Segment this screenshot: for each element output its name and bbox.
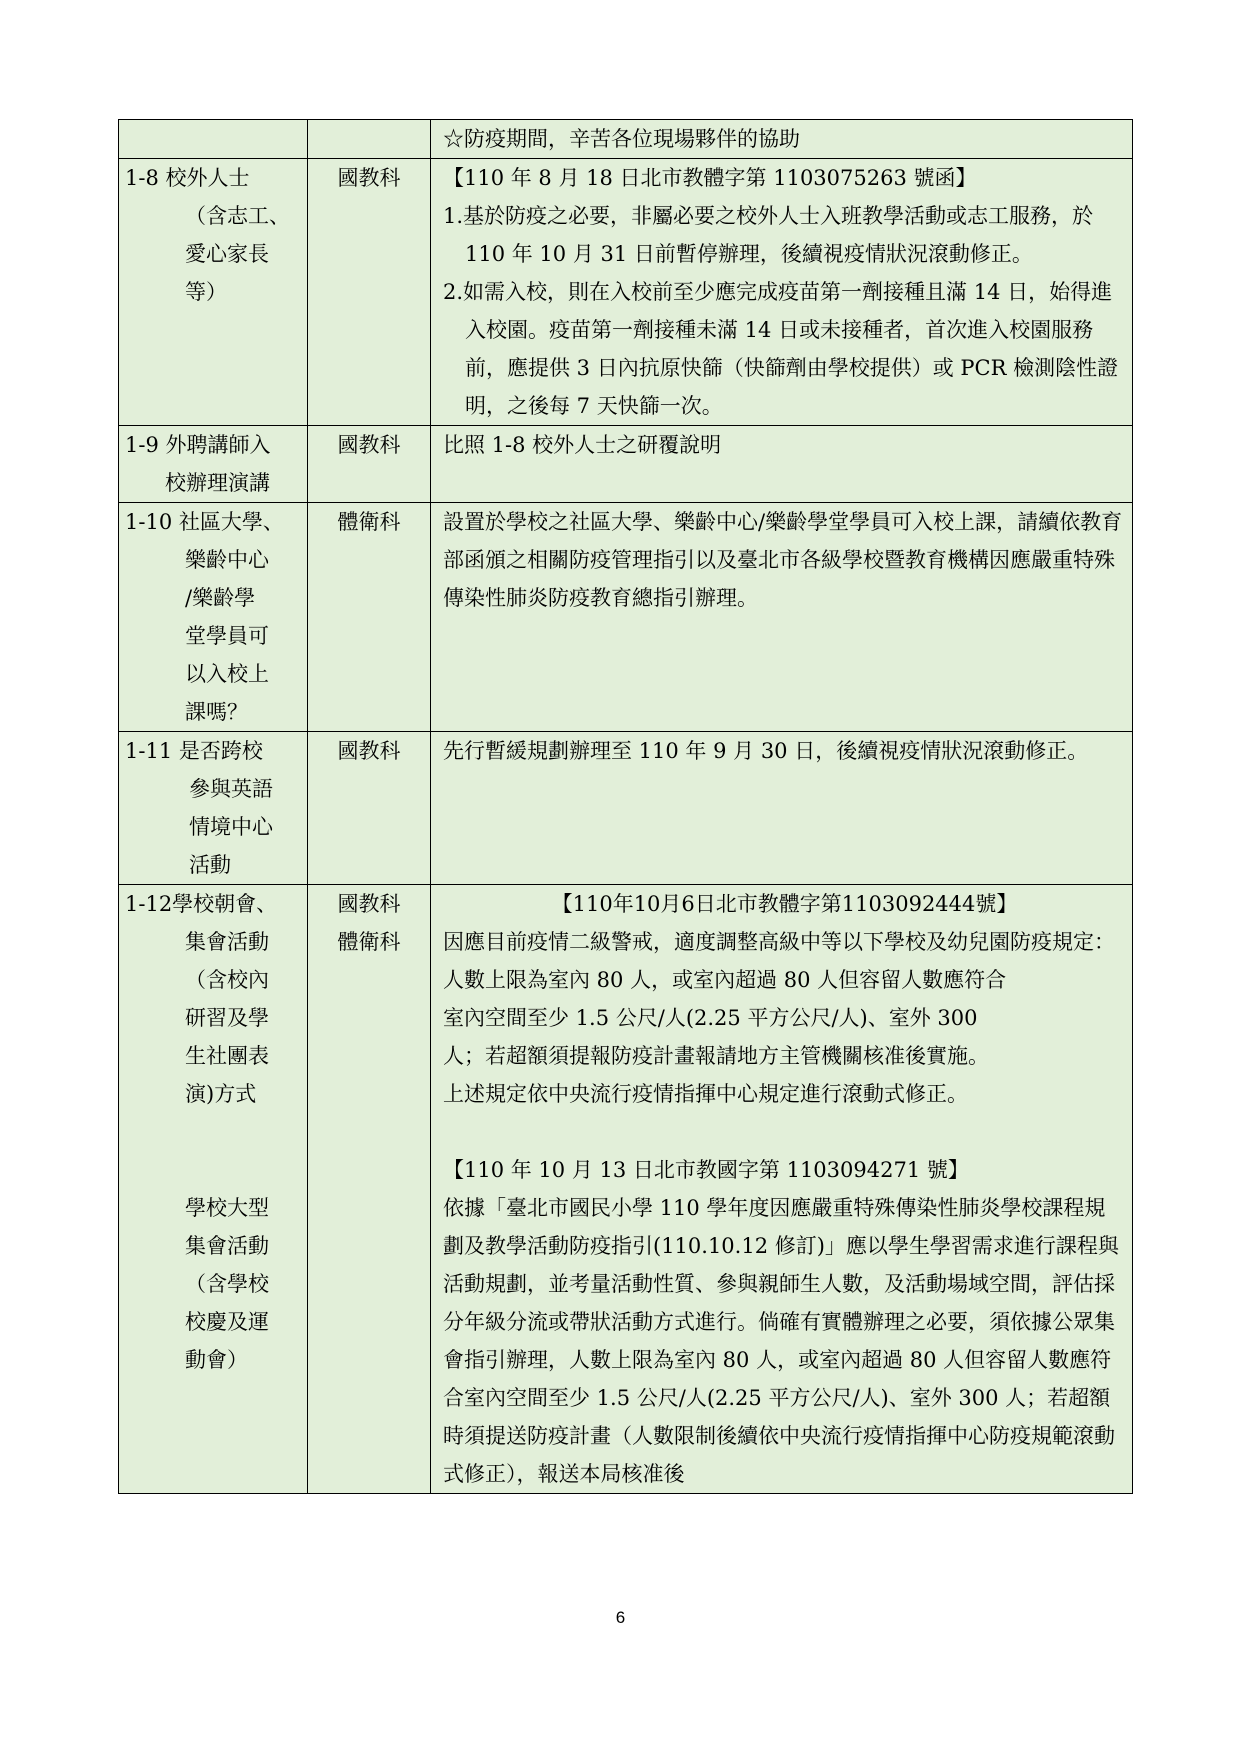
row-title-cell <box>119 732 308 885</box>
answer-text: 比照 1-8 校外人士之研覆說明 <box>443 433 722 457</box>
answer-cell <box>431 885 1133 1494</box>
row-title-line: /樂齡學 <box>185 586 256 610</box>
list-item: 2.如需入校，則在入校前至少應完成疫苗第一劑接種且滿 14 日，始得進入校園。疫苗第一劑接種未滿 14 日或未接種者，首次進入校園服務前，應提供 3 日內抗原快篩（快篩劑由學校提供）或 PCR 檢測陰性證明，之後每 7 天快篩一次。 <box>443 280 1119 418</box>
document-reference: 【110 年 10 月 13 日北市教國字第 1103094271 號】 <box>443 1158 969 1182</box>
row-title-line: 動會） <box>185 1348 248 1372</box>
answer-text: 因應目前疫情二級警戒，適度調整高級中等以下學校及幼兒園防疫規定： <box>443 930 1115 954</box>
row-title-line: 研習及學 <box>185 1006 269 1030</box>
answer-text: 依據「臺北市國民小學 110 學年度因應嚴重特殊傳染性肺炎學校課程規劃及教學活動防疫指引(110.10.12 修訂)」應以學生學習需求進行課程與活動規劃，並考量活動性質、參與親師生人數，及活動場域空間，評估採分年級分流或帶狀活動方式進行。倘確有實體辦理之必要，須依據公眾集會指引辦理，人數上限為室內 80 人，或室內超過 80 人但容留人數應符合室內空間至少 1.5 公尺/人(2.25 平方公尺/人)、室外 300 人；若超額時須提送防疫計畫（人數限制後續依中央流行疫情指揮中心防疫規範滾動式修正），報送本局核准後 <box>443 1196 1119 1486</box>
row-title-line: 集會活動 <box>185 1234 269 1258</box>
row-title-cell <box>119 426 308 503</box>
row-title-line: 校辦理演講 <box>165 471 270 495</box>
answer-text: 人數上限為室內 80 人，或室內超過 80 人但容留人數應符合 <box>443 968 1007 992</box>
row-title-line: 生社團表 <box>185 1044 269 1068</box>
document-reference: 【110年10月6日北市教體字第1103092444號】 <box>551 892 1018 916</box>
department-label: 國教科 <box>337 433 401 457</box>
row-title-line: 以入校上 <box>185 662 269 686</box>
answer-text: 上述規定依中央流行疫情指揮中心規定進行滾動式修正。 <box>443 1082 968 1106</box>
answer-cell <box>431 503 1133 732</box>
row-title-line: 1-12學校朝會、 <box>125 892 278 916</box>
row-title-line: 樂齡中心 <box>185 548 269 572</box>
table-row <box>119 120 1133 159</box>
row-title-line: （含學校 <box>185 1272 269 1296</box>
department-label: 國教科 <box>337 892 401 916</box>
row-title-cell <box>119 503 308 732</box>
table-row <box>119 885 1133 1494</box>
answer-text: 人；若超額須提報防疫計畫報請地方主管機關核准後實施。 <box>443 1044 989 1068</box>
row-title-line: 校慶及運 <box>185 1310 269 1334</box>
department-label: 體衛科 <box>337 930 401 954</box>
row-title-line: 演)方式 <box>185 1082 257 1106</box>
answer-cell <box>431 732 1133 885</box>
note-line: ☆防疫期間，辛苦各位現場夥伴的協助 <box>443 127 800 151</box>
row-title-line: 課嗎？ <box>185 700 248 724</box>
row-title-line: 1-10 社區大學、 <box>125 510 284 534</box>
department-label: 國教科 <box>337 739 401 763</box>
department-cell <box>308 503 431 732</box>
document-reference: 【110 年 8 月 18 日北市教體字第 1103075263 號函】 <box>443 166 977 190</box>
row-title-line: 學校大型 <box>185 1196 269 1220</box>
answer-text: 室內空間至少 1.5 公尺/人(2.25 平方公尺/人)、室外 300 <box>443 1006 978 1030</box>
department-label: 國教科 <box>337 166 401 190</box>
row-title-line: 1-9 外聘講師入 <box>125 433 271 457</box>
department-cell <box>308 159 431 426</box>
row-title-line: 參與英語 <box>189 777 273 801</box>
row-title-cell <box>119 885 308 1494</box>
answer-text: 設置於學校之社區大學、樂齡中心/樂齡學堂學員可入校上課，請續依教育部函頒之相關防疫管理指引以及臺北市各級學校暨教育機構因應嚴重特殊傳染性肺炎防疫教育總指引辦理。 <box>443 510 1123 610</box>
row-title-line: 堂學員可 <box>185 624 269 648</box>
table-row <box>119 159 1133 426</box>
row-title-line: 情境中心 <box>189 815 273 839</box>
row-title-line: 愛心家長 <box>185 242 269 266</box>
row-title-cell <box>119 159 308 426</box>
row-title-line: 等） <box>185 280 227 304</box>
department-cell <box>308 120 431 159</box>
department-cell <box>308 885 431 1494</box>
row-title-line: 活動 <box>189 853 231 877</box>
department-cell <box>308 732 431 885</box>
table-row <box>119 732 1133 885</box>
row-title-line: 1-8 校外人士 <box>125 166 250 190</box>
answer-cell <box>431 159 1133 426</box>
department-cell <box>308 426 431 503</box>
row-title-line: 1-11 是否跨校 <box>125 739 263 763</box>
row-title-line: 集會活動 <box>185 930 269 954</box>
table-row <box>119 426 1133 503</box>
faq-table <box>118 119 1133 1494</box>
page-number: 6 <box>615 1608 626 1627</box>
row-title-line: （含校內 <box>185 968 269 992</box>
answer-cell <box>431 120 1133 159</box>
department-label: 體衛科 <box>337 510 401 534</box>
answer-cell <box>431 426 1133 503</box>
answer-text: 先行暫緩規劃辦理至 110 年 9 月 30 日，後續視疫情狀況滾動修正。 <box>443 739 1089 763</box>
row-title-line: （含志工、 <box>185 204 290 228</box>
row-title-cell <box>119 120 308 159</box>
list-item: 1.基於防疫之必要，非屬必要之校外人士入班教學活動或志工服務，於 110 年 10 月 31 日前暫停辦理，後續視疫情狀況滾動修正。 <box>443 204 1094 266</box>
table-row <box>119 503 1133 732</box>
